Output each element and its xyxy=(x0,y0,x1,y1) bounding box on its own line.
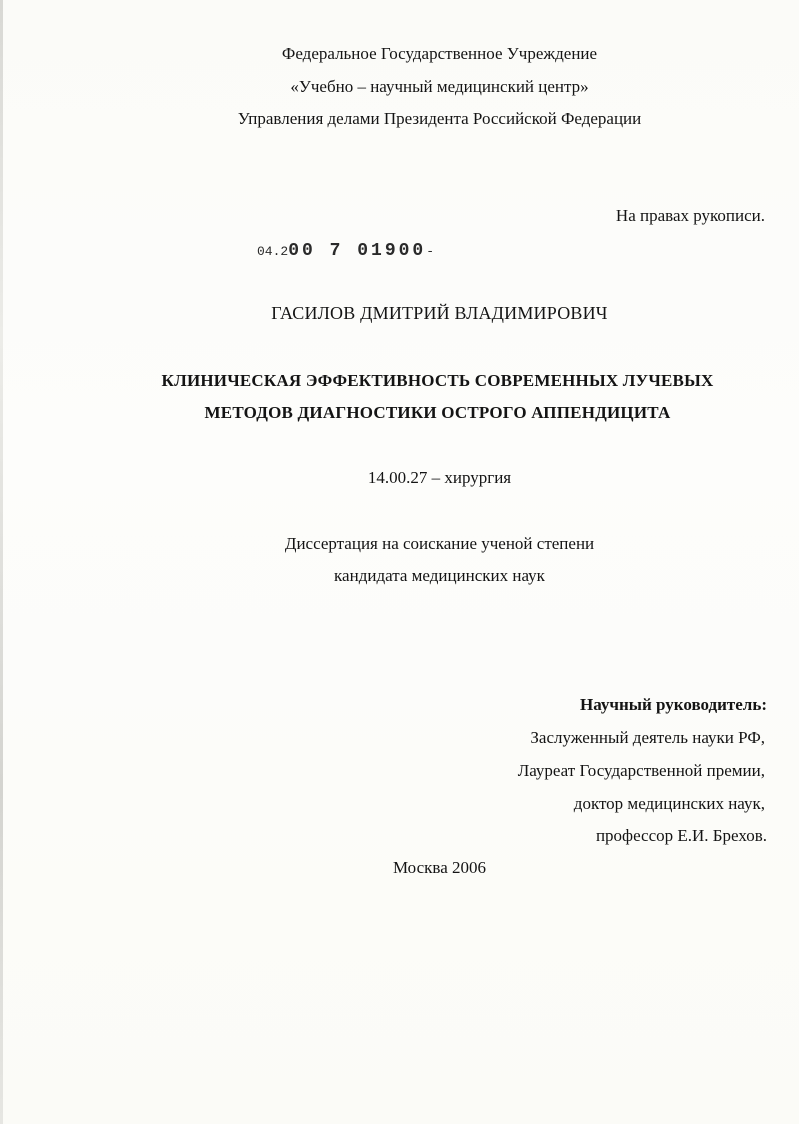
registration-stamp xyxy=(257,241,434,261)
rights-note: На правах рукописи. xyxy=(615,206,765,225)
supervisor-line-4: профессор Е.И. Брехов. xyxy=(595,826,767,845)
institution-line-3: Управления делами Президента Российской Федерации xyxy=(237,109,642,128)
supervisor-line-2: Лауреат Государственной премии, xyxy=(517,761,765,780)
stamp-code: 00 7 01900 xyxy=(288,241,427,261)
stamp-mark: - xyxy=(426,244,435,259)
institution-line-2: «Учебно – научный медицинский центр» xyxy=(290,77,589,96)
city-year: Москва 2006 xyxy=(392,858,487,877)
supervisor-heading: Научный руководитель: xyxy=(580,695,767,714)
institution-line-1: Федеральное Государственное Учреждение xyxy=(281,44,598,63)
thesis-title-line-2: МЕТОДОВ ДИАГНОСТИКИ ОСТРОГО АППЕНДИЦИТА xyxy=(204,403,671,422)
thesis-title-line-1: КЛИНИЧЕСКАЯ ЭФФЕКТИВНОСТЬ СОВРЕМЕННЫХ ЛУЧЕВЫХ xyxy=(161,371,714,390)
scan-edge xyxy=(0,0,3,1124)
dissertation-line-2: кандидата медицинских наук xyxy=(334,566,545,585)
supervisor-line-3: доктор медицинских наук, xyxy=(573,794,765,813)
supervisor-line-1: Заслуженный деятель науки РФ, xyxy=(530,728,765,747)
stamp-prefix: 04.2 xyxy=(257,244,289,259)
specialty-code: 14.00.27 – хирургия xyxy=(367,468,512,487)
author-name: ГАСИЛОВ ДМИТРИЙ ВЛАДИМИРОВИЧ xyxy=(271,303,608,323)
dissertation-line-1: Диссертация на соискание ученой степени xyxy=(284,534,595,553)
